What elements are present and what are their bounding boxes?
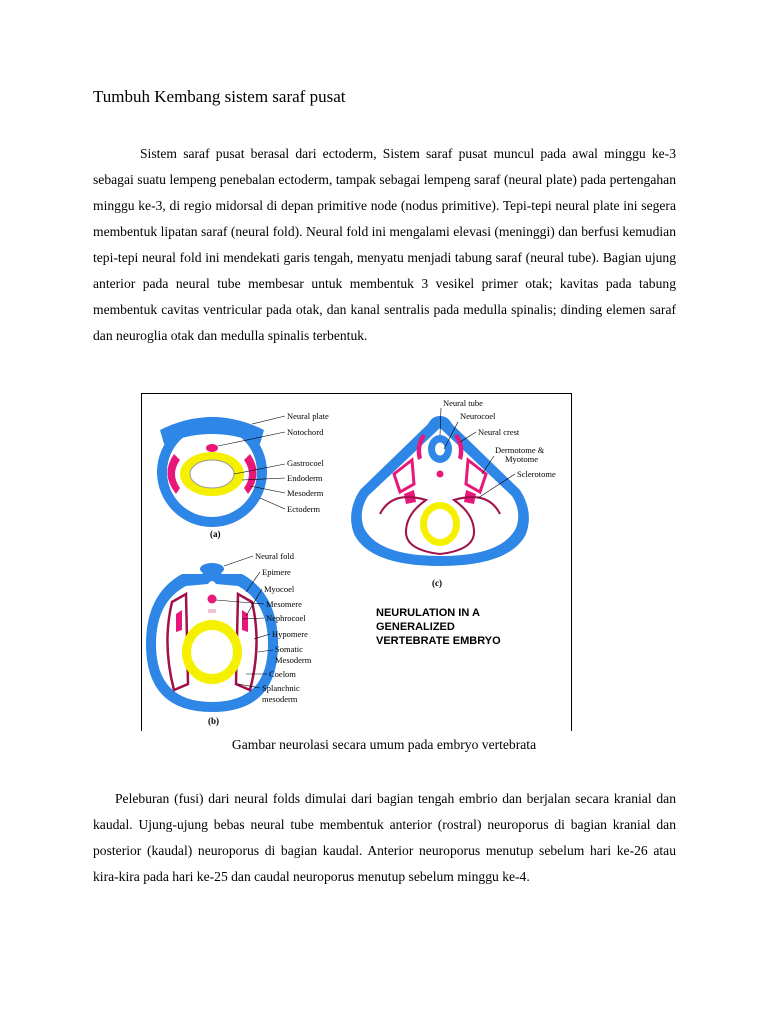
label-neural-crest: Neural crest (478, 427, 520, 437)
figure-caption: Gambar neurolasi secara umum pada embryo vertebrata (231, 737, 537, 752)
figure-heading (376, 607, 501, 647)
panel-c-diagram (351, 416, 529, 566)
paragraph-2: Peleburan (fusi) dari neural folds dimulai dari bagian tengah embrio dan berjalan secara kranial dan kaudal. Ujung-ujung bebas neural tube membentuk anterior (rostral) neuroporus di bagian kranial dan posterior (kaudal) neuroporus di bagian kaudal. Anterior neuroporus menutup sebelum hari ke-26 atau kira-kira pada hari ke-25 dan caudal neuroporus menutup sebelum minggu ke-4. (93, 791, 676, 884)
label-endoderm: Endoderm (287, 473, 323, 483)
label-mesoderm: Mesoderm (287, 488, 324, 498)
label-splanchnic: Splanchnic (262, 683, 300, 693)
page-title: Tumbuh Kembang sistem saraf pusat (93, 87, 346, 106)
panel-c-letter: (c) (432, 578, 442, 588)
label-neurocoel: Neurocoel (460, 411, 496, 421)
heading-line-1: NEURULATION IN A (376, 607, 480, 619)
heading-line-3: VERTEBRATE EMBRYO (376, 635, 501, 647)
label-neural-tube: Neural tube (443, 398, 483, 408)
label-hypomere: Hypomere (272, 629, 308, 639)
panel-a-letter: (a) (210, 529, 221, 539)
label-nephrocoel: Nephrocoel (266, 613, 306, 623)
panel-b-letter: (b) (208, 716, 219, 726)
label-notochord: Notochord (287, 427, 324, 437)
label-coelom: Coelom (269, 669, 296, 679)
paragraph-1: Sistem saraf pusat berasal dari ectoderm, Sistem saraf pusat muncul pada awal minggu ke-3 sebagai suatu lempeng penebalan ectoderm, tampak sebagai lempeng saraf (neural plate) pada pertengahan minggu ke-3, di regio midorsal di depan primitive node (nodus primitive). Tepi-tepi neural plate ini segera membentuk lipatan saraf (neural fold). Neural fold ini mengalami elevasi (meninggi) dan berfusi kemudian tepi-tepi neural fold ini mendekati garis tengah, menyatu menjadi tabung saraf (neural tube). Bagian ujung anterior pada neural tube membesar untuk membentuk 3 vesikel primer otak; kavitas pada tabung membentuk cavitas ventricular pada otak, dan kanal sentralis pada medulla spinalis; dinding elemen saraf dan neuroglia otak dan medulla spinalis terbentuk. (93, 146, 676, 343)
label-mesomere: Mesomere (266, 599, 302, 609)
label-epimere: Epimere (262, 567, 291, 577)
label-gastrocoel: Gastrocoel (287, 458, 324, 468)
label-somatic: Somatic (275, 644, 303, 654)
neurulation-figure (141, 393, 572, 731)
panel-a-diagram (157, 417, 267, 527)
label-ectoderm: Ectoderm (287, 504, 321, 514)
label-myocoel: Myocoel (264, 584, 295, 594)
label-myotome: Myotome (505, 454, 539, 464)
label-sclerotome: Sclerotome (517, 469, 556, 479)
label-somatic-mesoderm: Mesoderm (275, 655, 312, 665)
label-dermotome: Dermotome & (495, 445, 545, 455)
label-splanchnic-mesoderm: mesoderm (262, 694, 298, 704)
label-neural-plate: Neural plate (287, 411, 329, 421)
heading-line-2: GENERALIZED (376, 621, 455, 633)
label-neural-fold: Neural fold (255, 551, 294, 561)
